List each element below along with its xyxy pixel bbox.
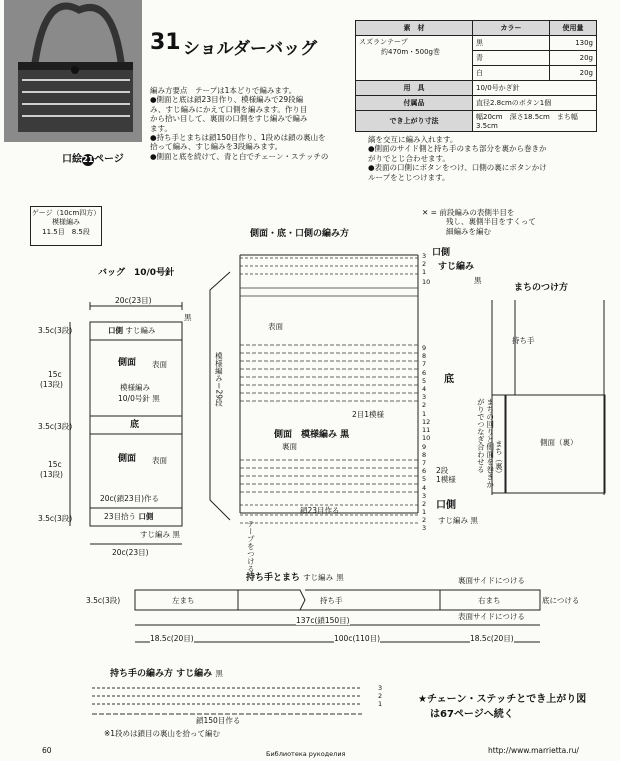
notions-label: 付属品 — [356, 96, 473, 111]
handle-seg-right: 18.5c(20目) — [470, 634, 514, 643]
chart-row-numbers-body: 9 8 7 6 5 4 3 2 1 — [422, 344, 427, 418]
instructions-left: 編み方要点 テープは1本どりで編みます。 ●側面と底は鎖23目作り、模様編みで29段編 み、すじ編みにかえて口側を編みます。作り目 から拾い目して、裏面の口側をすじ編みで編み ます。 ●持ち手とまちは鎖150目作り、1段めは鎖の裏山を 拾って編み、すじ編みを3段編みます。 ●側面と底を続けて、青と白でチェーン・ステッチの — [150, 86, 329, 161]
handle-left: 左まち — [172, 596, 195, 605]
bag-h1: 3.5c(3段) — [38, 326, 73, 335]
color-black: 黒 — [473, 36, 550, 51]
gusset-side-back: 側面（裏） — [540, 438, 578, 447]
bag-h3: 3.5c(3段) — [38, 422, 73, 431]
chart-row-numbers-lower: 12 11 10 9 8 7 6 5 4 3 2 1 — [422, 418, 431, 517]
handle-title: 持ち手とまち すじ編み 黒 — [246, 573, 344, 583]
bag-width-top: 20c(23目) — [115, 296, 152, 305]
bag-h4b: (13段) — [40, 470, 63, 479]
gusset-note: まちの回りと側面を巻きかがりでつなぎ合わせる — [476, 398, 495, 488]
handle-total: 137c(鎖150目) — [296, 616, 350, 625]
bag-side2-face: 表面 — [152, 456, 167, 465]
bag-bottom: 底 — [130, 420, 140, 430]
stitch-rows — [240, 258, 418, 523]
qty-black: 130g — [550, 36, 597, 51]
header-amount: 使用量 — [550, 21, 597, 36]
bag-h2: 15c — [48, 370, 62, 379]
handle-right-bottom: 表面サイドにつける — [458, 612, 525, 621]
bag-hook: 10/0号針 黒 — [118, 394, 160, 403]
watermark-url: http://www.marrietta.ru/ — [488, 746, 579, 755]
material-note: 約470m・500g巻 — [381, 48, 440, 56]
chart-side-label: 側面 模様編み 黒 — [274, 430, 350, 440]
bag-side1-face: 表面 — [152, 360, 167, 369]
publisher: Библиотека рукоделия — [266, 750, 346, 758]
size-label: でき上がり寸法 — [356, 111, 473, 132]
bag-top-color: 黒 — [184, 313, 192, 322]
handle-chart-rows: 3 2 1 — [378, 684, 383, 708]
handle-right: 右まち — [478, 596, 501, 605]
qty-white: 20g — [550, 66, 597, 81]
header-color: カラー — [473, 21, 550, 36]
chart-row-numbers-top: 3 2 1 — [422, 252, 427, 276]
handle-right-end: 底につける — [542, 596, 580, 605]
handle-seg-center: 100c(110目) — [334, 634, 381, 643]
tool-label: 用 具 — [356, 81, 473, 96]
gusset-title: まちのつけ方 — [514, 283, 569, 293]
chart-row-numbers-bottom: 2 3 — [422, 516, 427, 532]
pattern-number: 31 — [150, 30, 181, 55]
bag-title: バッグ 10/0号針 — [98, 268, 175, 278]
chart-repeat2: 2目1模様 — [352, 410, 385, 419]
chart-top-color: 黒 — [474, 276, 482, 285]
chart-legend: ✕ = 前段編みの表側半目を 残し、裏側半目をすくって 細編みを編む — [422, 208, 536, 236]
continued-note: ★チェーン・ステッチとでき上がり図 は67ページへ続く — [418, 694, 587, 720]
chart-top-edge: 口側 — [432, 248, 451, 258]
instructions-right: 縞を交互に編み入れます。 ●側面のサイド側と持ち手のまち部分を裏から巻きか がりでとじ合わせます。 ●表面の口側にボタンをつけ、口側の裏にボタンかけ ループをとじつけます。 — [368, 135, 547, 182]
bag-h2b: (13段) — [40, 380, 63, 389]
chart-bottom-edge: 口側 — [436, 500, 456, 511]
chart-face: 表面 — [268, 322, 283, 331]
bag-pick: 23目拾う 口側 — [104, 512, 154, 521]
chart-start: 鎖23目作る — [300, 506, 340, 515]
material-name: スズランテープ — [359, 38, 408, 46]
chart-tape: テープをつける — [246, 520, 256, 573]
bag-start: 20c(鎖23目)作る — [100, 494, 160, 503]
chart-row-numbers-mid: 10 — [422, 278, 431, 286]
photo-reference: 口絵21ページ — [62, 154, 124, 165]
handle-center: 持ち手 — [320, 596, 343, 605]
bag-bottom-stitch: すじ編み 黒 — [140, 530, 180, 539]
bag-top-edge: 口側 すじ編み — [108, 326, 156, 335]
size-value: 幅20cm 深さ18.5cm まち幅3.5cm — [473, 111, 597, 132]
bag-h4: 15c — [48, 460, 62, 469]
chart-back: 裏面 — [282, 442, 297, 451]
handle-chart-title: 持ち手の編み方 すじ編み 黒 — [110, 669, 223, 679]
pattern-title: ショルダーバッグ — [183, 39, 318, 59]
qty-blue: 20g — [550, 51, 597, 66]
handle-chart-start: 鎖150目作る — [196, 716, 241, 725]
gusset-label: まち（裏） — [494, 440, 504, 478]
bag-pattern: 模様編み — [120, 383, 150, 392]
handle-right-top: 裏面サイドにつける — [458, 576, 525, 585]
bag-side2: 側面 — [118, 454, 137, 464]
chart-bottom: 底 — [444, 374, 454, 385]
handle-height: 3.5c(3段) — [86, 596, 121, 605]
chart-side-vertical: 模様編み＝29段 — [214, 352, 224, 407]
tool-value: 10/0号かぎ針 — [473, 81, 597, 96]
color-blue: 青 — [473, 51, 550, 66]
color-white: 白 — [473, 66, 550, 81]
gusset-handle: 持ち手 — [512, 336, 535, 345]
notions-value: 直径2.8cmのボタン1個 — [473, 96, 597, 111]
handle-seg-left: 18.5c(20目) — [150, 634, 194, 643]
bag-side1: 側面 — [118, 358, 137, 368]
chart-top-stitch: すじ編み — [438, 262, 475, 272]
handle-chart-note: ※1段めは鎖目の裏山を拾って編む — [104, 729, 221, 738]
page-number: 60 — [42, 746, 52, 755]
bag-h5: 3.5c(3段) — [38, 514, 73, 523]
bag-width-bottom: 20c(23目) — [112, 548, 149, 557]
header-material: 素 材 — [356, 21, 473, 36]
gauge-box: ゲージ（10cm四方） 模様編み 11.5目 8.5段 — [30, 206, 102, 246]
handle-stitch-rows — [92, 688, 362, 714]
chart-title: 側面・底・口側の編み方 — [250, 229, 350, 239]
chart-bottom-stitch: すじ編み 黒 — [438, 516, 478, 525]
chart-repeat-rows: 2段 1模様 — [436, 466, 456, 485]
